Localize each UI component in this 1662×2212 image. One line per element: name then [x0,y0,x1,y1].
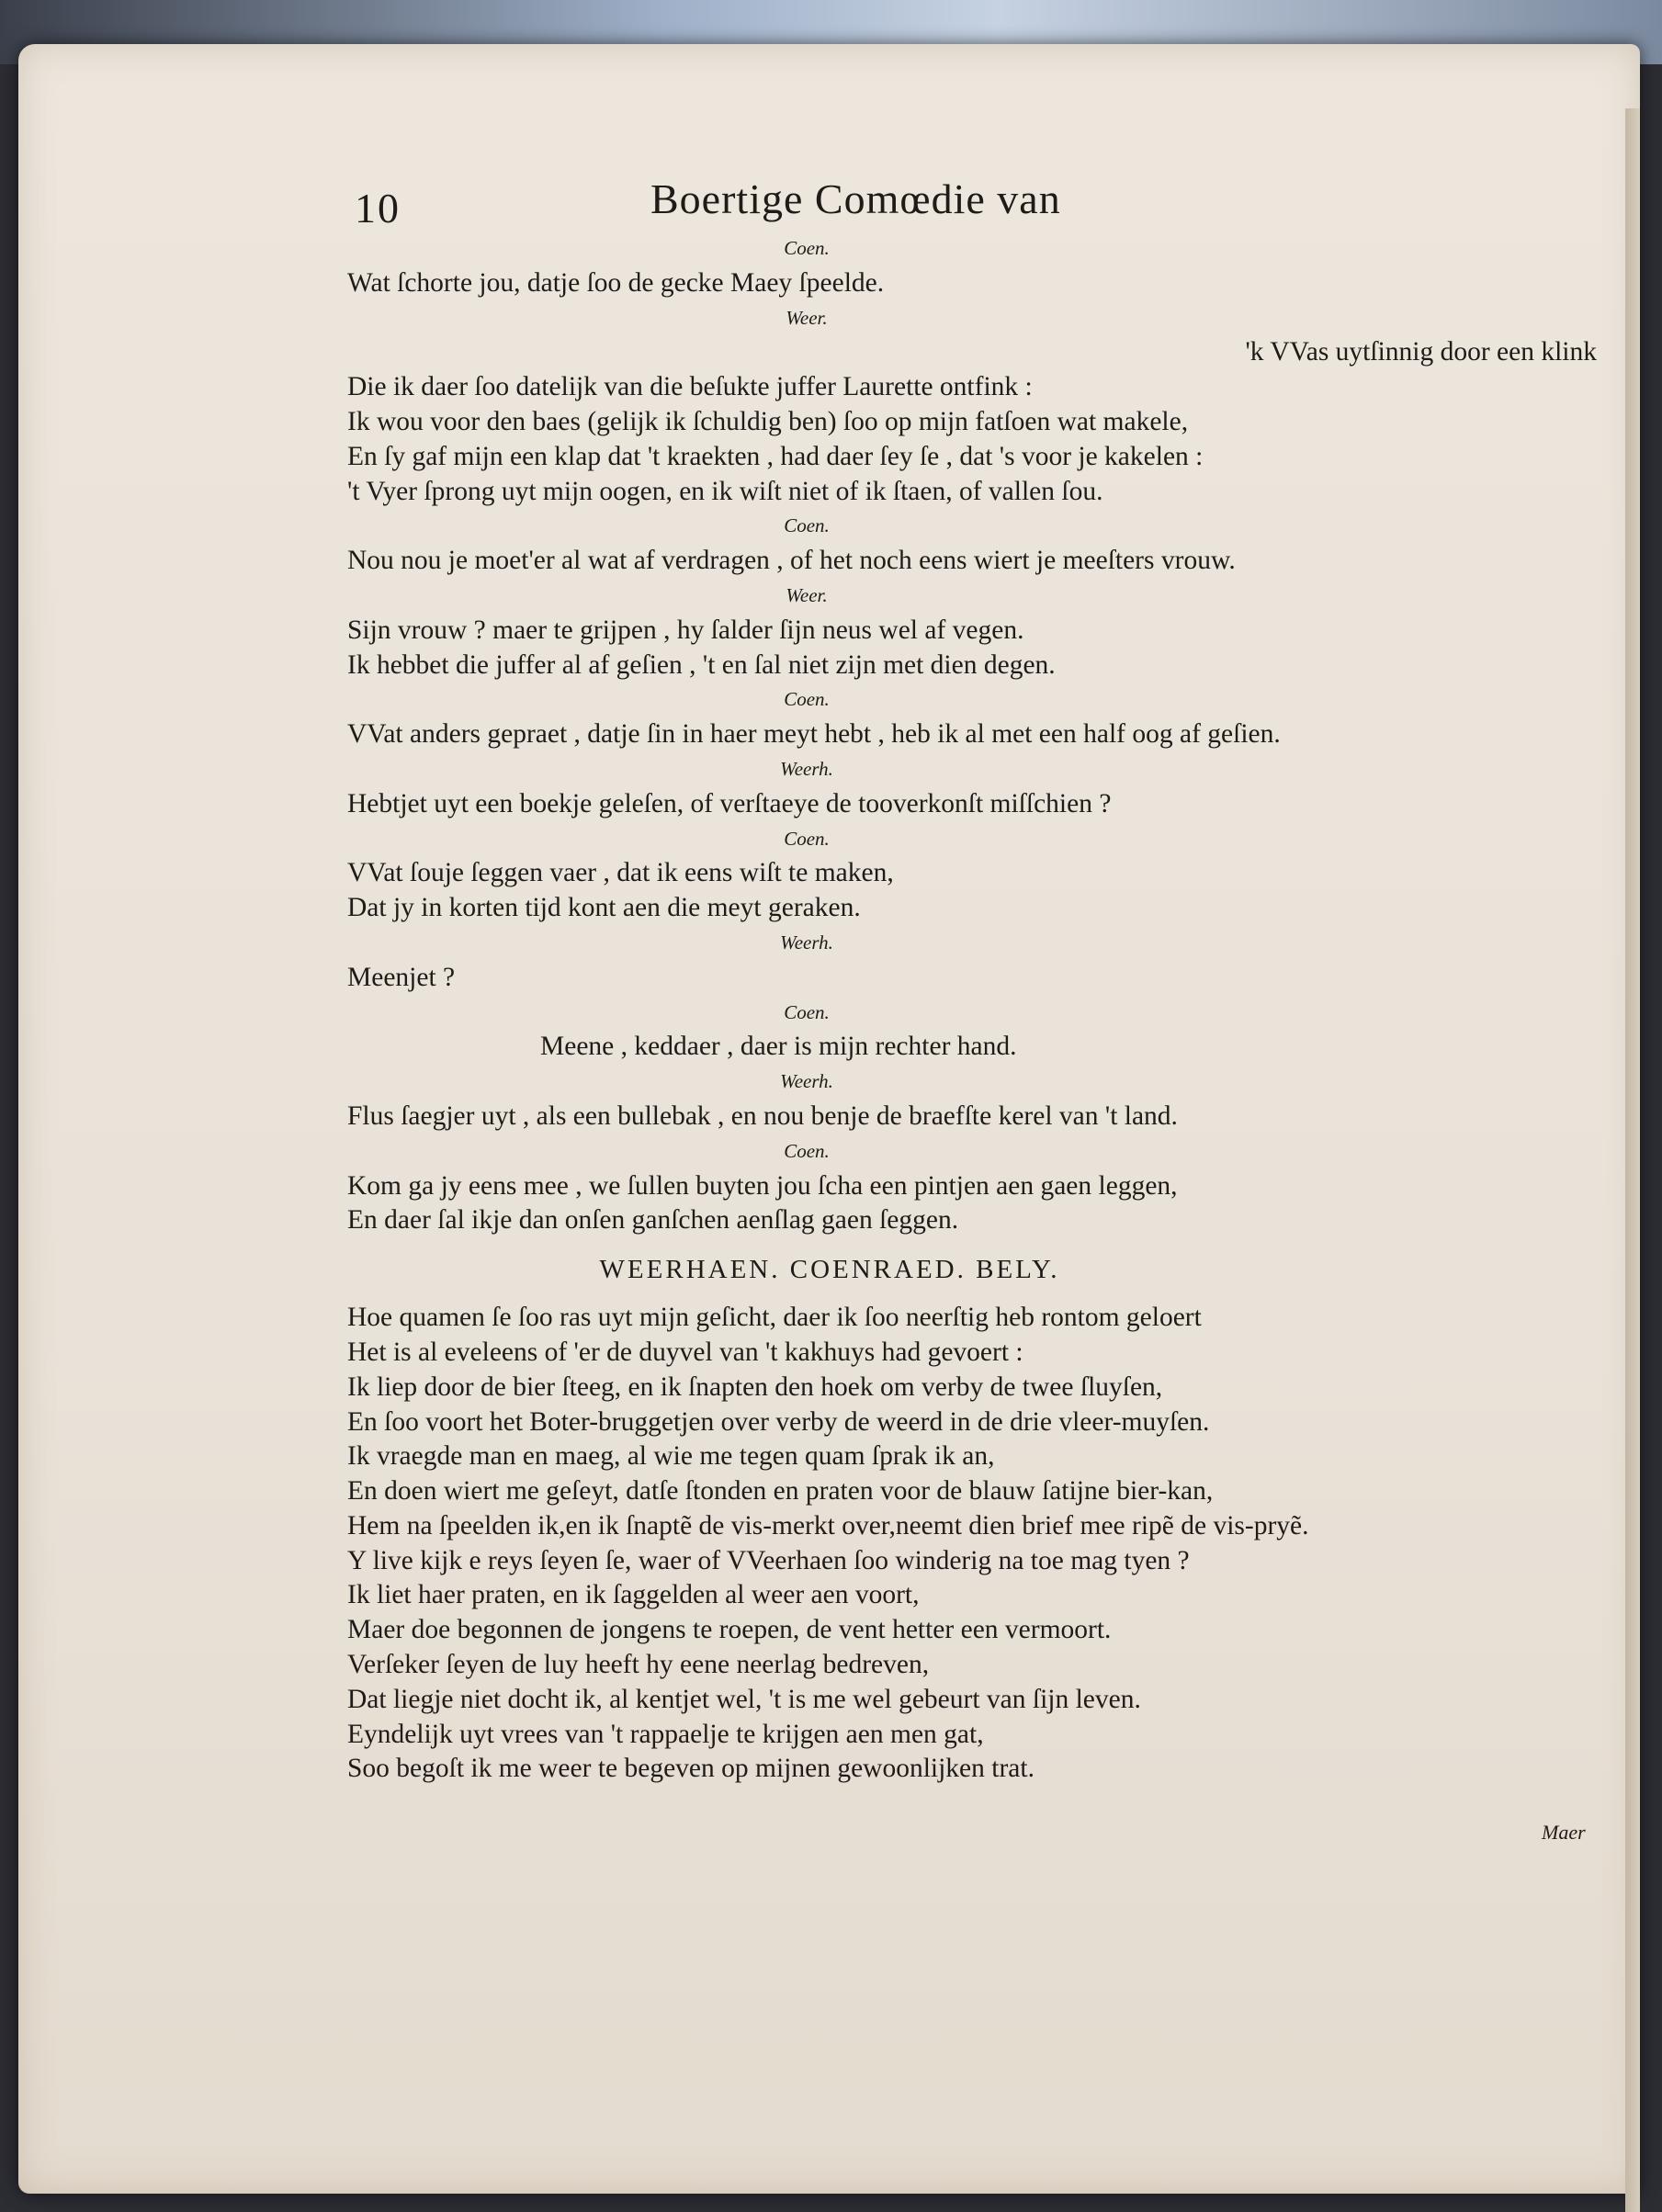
speaker-label: Weerh. [780,757,833,780]
speaker-label: Weer. [786,306,828,329]
verse-line: Wat ſchorte jou, datje ſoo de gecke Maey ſpeelde. [347,267,885,298]
verse-line: Soo begoſt ik me weer te begeven op mijnen gewoonlijken trat. [347,1754,1035,1784]
catchword: Maer [1542,1821,1586,1844]
speaker-label: Coen. [784,237,830,259]
scene-heading: WEERHAEN. COENRAED. BELY. [599,1255,1060,1285]
verse-line: Ik liep door de bier ſteeg, en ik ſnapten den hoek om verby de twee ſluyſen, [347,1371,1163,1402]
verse-line: Sijn vrouw ? maer te grijpen , hy ſalder ſijn neus wel af vegen. [347,615,1024,645]
speaker-label: Weerh. [780,931,833,954]
speaker-label: Coen. [784,514,830,537]
verse-line: Hebtjet uyt een boekje geleſen, of verſtaeye de tooverkonſt miſſchien ? [347,788,1112,818]
verse-line: Dat jy in korten tijd kont aen die meyt geraken. [347,893,861,923]
speaker-label: Weerh. [780,1070,833,1093]
verse-line: Ik liet haer praten, en ik ſaggelden al weer aen voort, [347,1580,920,1610]
verse-line: Het is al eveleens of 'er de duyvel van 't kakhuys had gevoert : [347,1337,1023,1367]
verse-line: VVat anders gepraet , datje ſin in haer meyt hebt , heb ik al met een half oog af geſien. [347,719,1281,750]
verse-line: Flus ſaegjer uyt , als een bullebak , en nou benje de braefſte kerel van 't land. [347,1100,1178,1131]
verse-line: Hem na ſpeelden ik,en ik ſnaptẽ de vis-merkt over,neemt dien brief mee ripẽ de vis-pryẽ. [347,1510,1309,1540]
verse-line: Meenjet ? [347,962,456,992]
verse-line: Die ik daer ſoo datelijk van die beſukte juffer Laurette ontfink : [347,372,1033,402]
verse-line: 'k VVas uytſinnig door een klink [1245,337,1597,367]
verse-line: Meene , keddaer , daer is mijn rechter hand. [540,1032,1017,1062]
verse-line: Ik vraegde man en maeg, al wie me tegen quam ſprak ik an, [347,1441,995,1472]
verse-line: En ſy gaf mijn een klap dat 't kraekten , had daer ſey ſe , dat 's voor je kakelen : [347,441,1204,471]
verse-line: Maer doe begonnen de jongens te roepen, de vent hetter een vermoort. [347,1615,1112,1645]
verse-line: 't Vyer ſprong uyt mijn oogen, en ik wiſt niet of ik ſtaen, of vallen ſou. [347,476,1103,506]
verse-line: Nou nou je moet'er al wat af verdragen , of het noch eens wiert je meeſters vrouw. [347,546,1236,576]
verse-line: Dat liegje niet docht ik, al kentjet wel, 't is me wel gebeurt van ſijn leven. [347,1684,1141,1714]
running-title: Boertige Comœdie van [650,175,1061,222]
verse-line: VVat ſouje ſeggen vaer , dat ik eens wiſt te maken, [347,858,894,888]
speaker-label: Coen. [784,688,830,711]
page-edge [1625,108,1640,2212]
verse-line: En ſoo voort het Boter-bruggetjen over verby de weerd in de drie vleer-muyſen. [347,1406,1210,1437]
speaker-label: Coen. [784,1000,830,1023]
page-content [347,175,1597,1865]
text-block [347,231,1597,1787]
page-number: 10 [355,185,401,231]
verse-line: Y live kijk e reys ſeyen ſe, waer of VVeerhaen ſoo winderig na toe mag tyen ? [347,1545,1190,1575]
verse-line: En daer ſal ikje dan onſen ganſchen aenſlag gaen ſeggen. [347,1205,959,1236]
verse-line: Eyndelijk uyt vrees van 't rappaelje te krijgen aen men gat, [347,1719,984,1749]
page-header [347,175,1597,231]
speaker-label: Weer. [786,583,828,606]
verse-line: Ik wou voor den baes (gelijk ik ſchuldig ben) ſoo op mijn fatſoen wat makele, [347,406,1189,436]
verse-line: Hoe quamen ſe ſoo ras uyt mijn geſicht, daer ik ſoo neerſtig heb rontom geloert [347,1303,1202,1333]
verse-line: Kom ga jy eens mee , we ſullen buyten jou ſcha een pintjen aen gaen leggen, [347,1170,1178,1201]
verse-line: Verſeker ſeyen de luy heeft hy eene neerlag bedreven, [347,1650,930,1680]
speaker-label: Coen. [784,827,830,850]
verse-line: En doen wiert me geſeyt, datſe ſtonden en praten voor de blauw ſatijne bier-kan, [347,1476,1214,1507]
verse-line: Ik hebbet die juffer al af geſien , 't en ſal niet zijn met dien degen. [347,649,1056,680]
speaker-label: Coen. [784,1139,830,1162]
